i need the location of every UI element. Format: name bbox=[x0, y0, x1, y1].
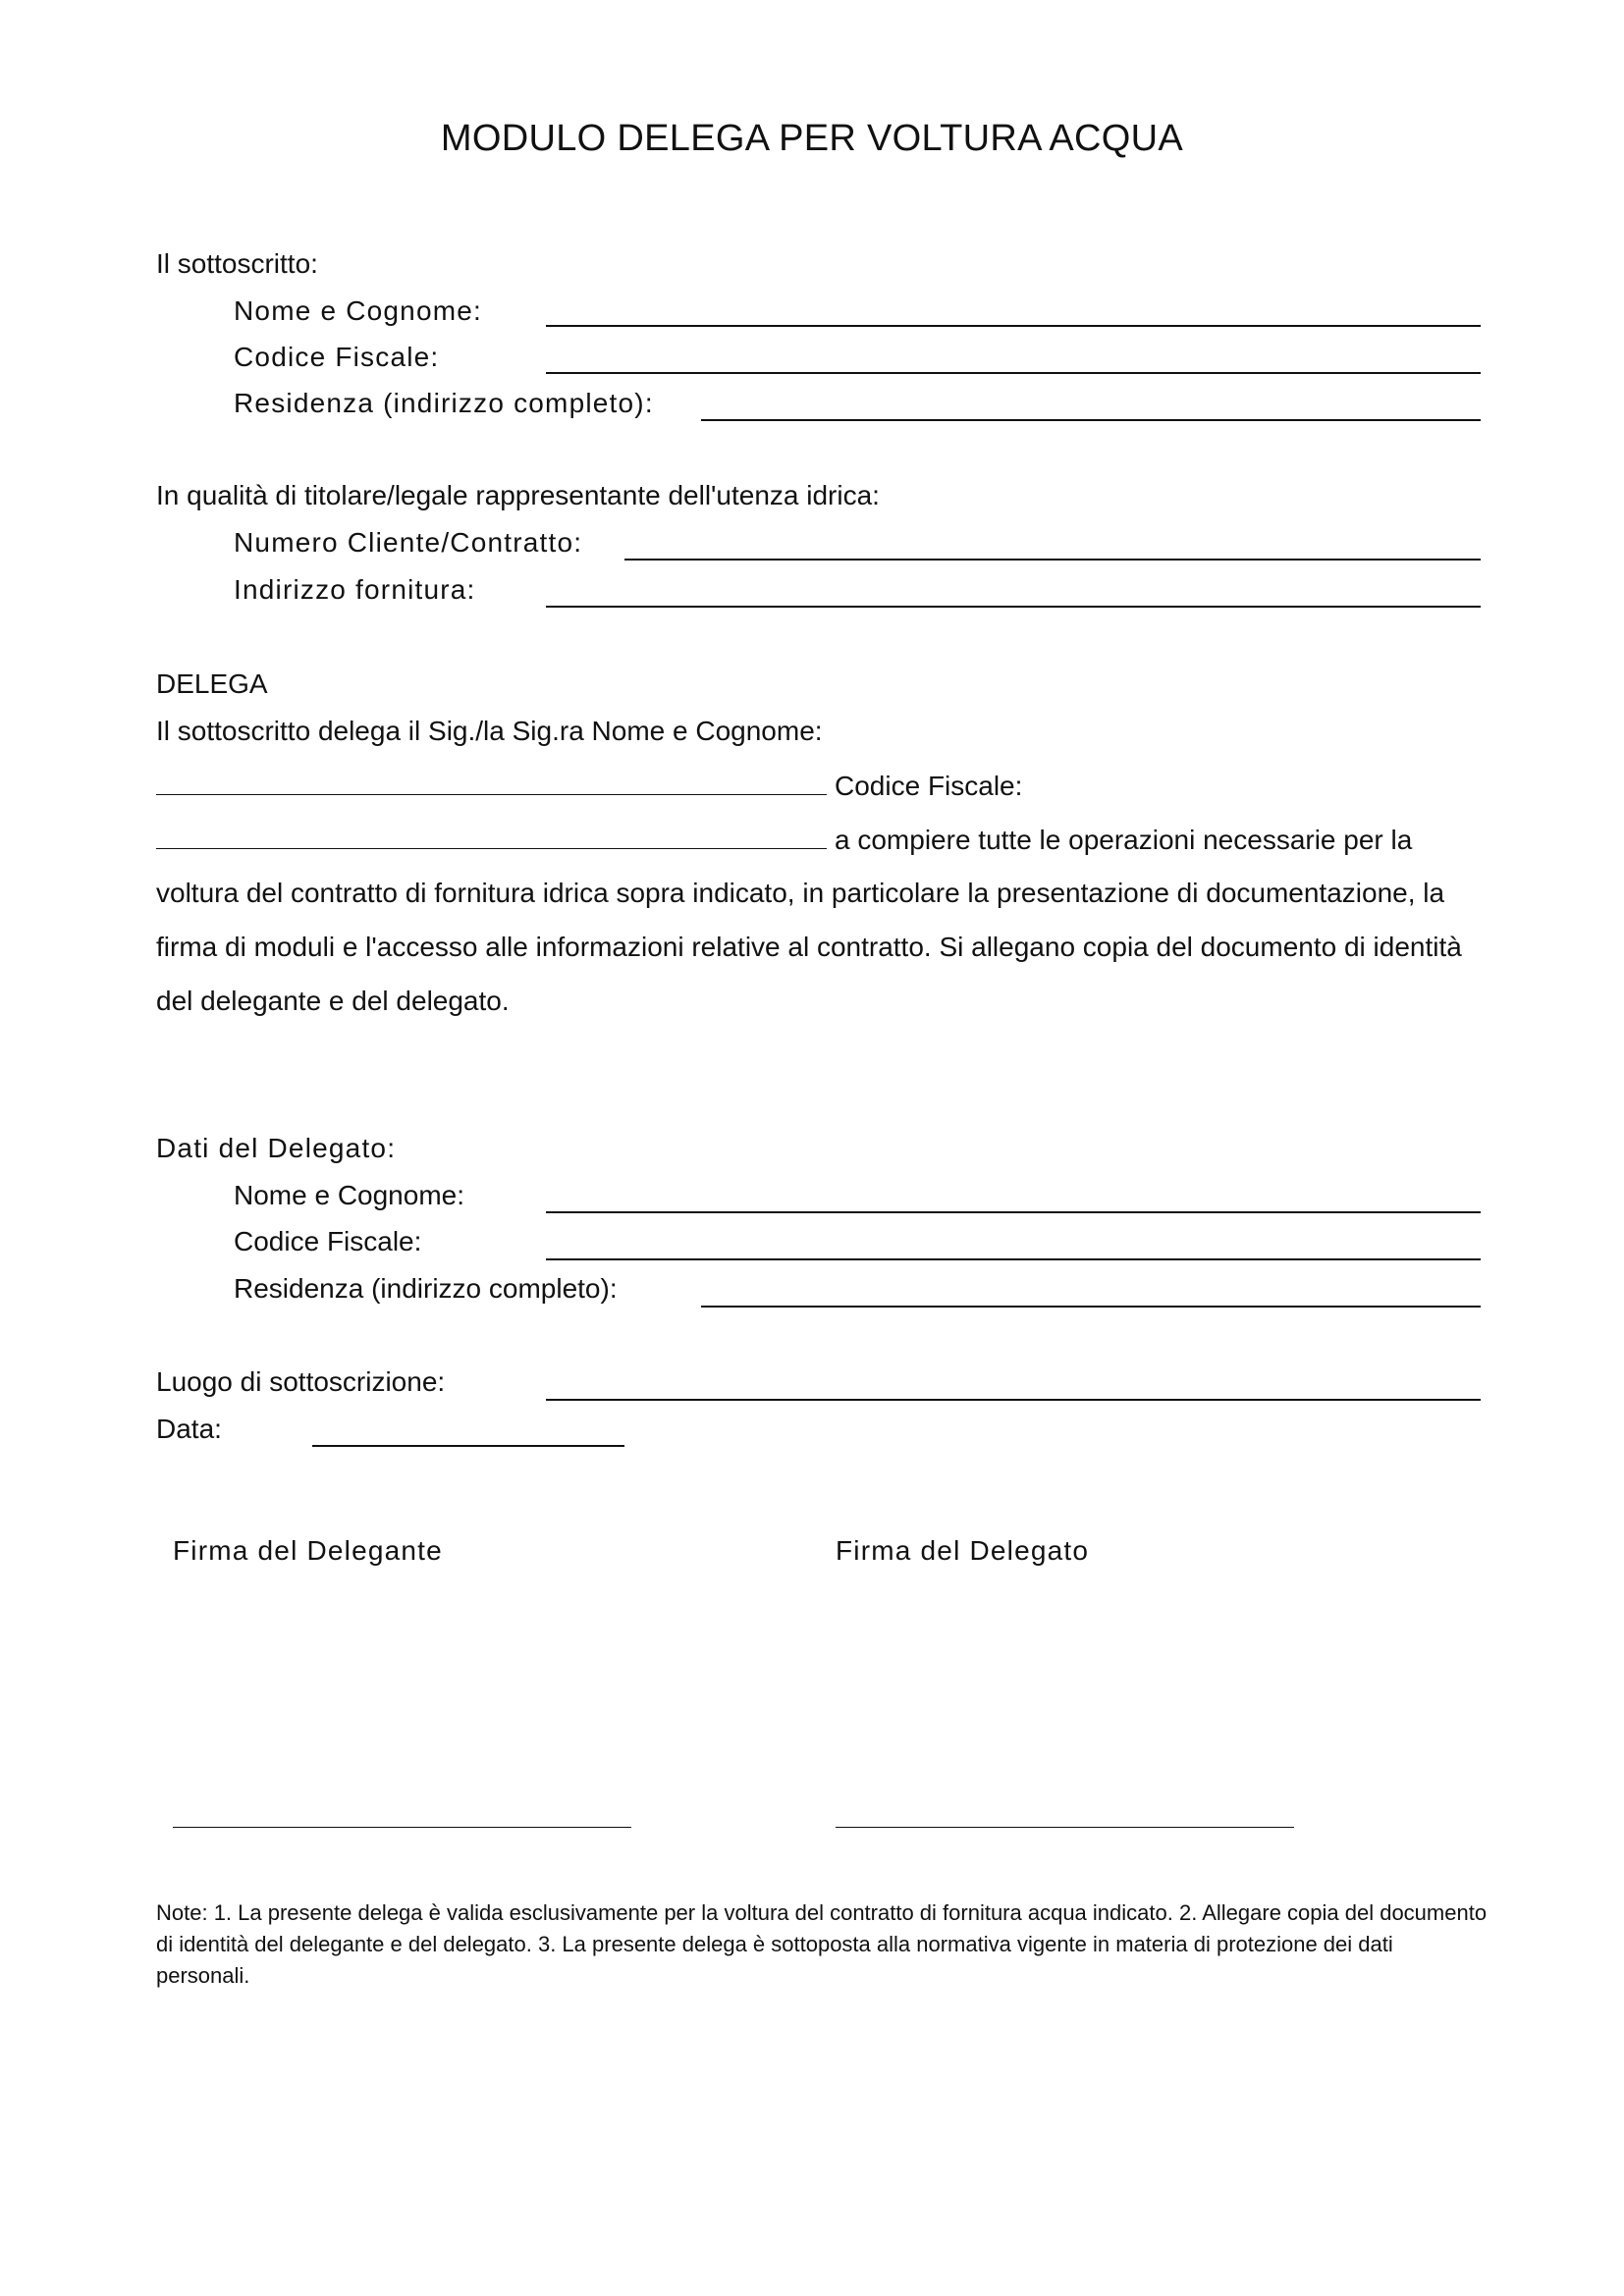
delegato-residenza-label: Residenza (indirizzo completo): bbox=[234, 1273, 618, 1304]
qualita-heading: In qualità di titolare/legale rappresentante dell'utenza idrica: bbox=[156, 480, 880, 510]
data-label: Data: bbox=[156, 1414, 222, 1444]
firma-delegato-label: Firma del Delegato bbox=[836, 1535, 1090, 1566]
sottoscritto-heading: Il sottoscritto: bbox=[156, 248, 318, 279]
firma-delegante-line[interactable] bbox=[173, 1827, 631, 1828]
delegato-cf-field[interactable] bbox=[546, 1258, 1481, 1260]
delega-text-line-2: firma di moduli e l'accesso alle informazioni relative al contratto. Si allegano copia del documento di identità bbox=[156, 932, 1462, 962]
delega-operazioni-start: a compiere tutte le operazioni necessarie per la bbox=[835, 825, 1413, 855]
delegato-residenza-field[interactable] bbox=[701, 1306, 1481, 1308]
data-field[interactable] bbox=[312, 1445, 624, 1447]
delegato-nome-field[interactable] bbox=[546, 1211, 1481, 1213]
firma-delegante-label: Firma del Delegante bbox=[173, 1535, 443, 1566]
delegato-heading: Dati del Delegato: bbox=[156, 1133, 397, 1163]
numero-cliente-label: Numero Cliente/Contratto: bbox=[234, 527, 583, 558]
sottoscritto-nome-field[interactable] bbox=[546, 325, 1481, 327]
document-title: MODULO DELEGA PER VOLTURA ACQUA bbox=[440, 118, 1184, 159]
sottoscritto-cf-field[interactable] bbox=[546, 372, 1481, 374]
indirizzo-fornitura-label: Indirizzo fornitura: bbox=[234, 574, 476, 605]
luogo-label: Luogo di sottoscrizione: bbox=[156, 1366, 446, 1397]
sottoscritto-nome-label: Nome e Cognome: bbox=[234, 295, 483, 326]
numero-cliente-field[interactable] bbox=[624, 559, 1481, 561]
sottoscritto-cf-label: Codice Fiscale: bbox=[234, 342, 440, 372]
sottoscritto-residenza-label: Residenza (indirizzo completo): bbox=[234, 388, 654, 418]
firma-delegato-line[interactable] bbox=[836, 1827, 1294, 1828]
delegato-cf-label: Codice Fiscale: bbox=[234, 1226, 422, 1256]
delega-cf-row bbox=[156, 769, 1022, 803]
delega-operazioni-row bbox=[156, 823, 1412, 857]
delegato-cf-blank[interactable] bbox=[156, 823, 827, 849]
delegato-nome-label: Nome e Cognome: bbox=[234, 1180, 465, 1210]
delega-cf-label: Codice Fiscale: bbox=[835, 771, 1023, 801]
sottoscritto-residenza-field[interactable] bbox=[701, 419, 1481, 421]
delega-text-line-1: voltura del contratto di fornitura idrica sopra indicato, in particolare la presentazione di documentazione, la bbox=[156, 878, 1445, 908]
delega-text-line-3: del delegante e del delegato. bbox=[156, 986, 510, 1016]
indirizzo-fornitura-field[interactable] bbox=[546, 606, 1481, 608]
notes: Note: 1. La presente delega è valida esclusivamente per la voltura del contratto di fornitura acqua indicato. 2. Allegare copia del documento di identità del delegante e del delegato. 3. La presente delega è sottoposta alla normativa vigente in materia di protezione dei dati personali. bbox=[156, 1900, 1488, 1988]
delega-intro: Il sottoscritto delega il Sig./la Sig.ra Nome e Cognome: bbox=[156, 716, 823, 746]
delegato-nome-blank[interactable] bbox=[156, 769, 827, 795]
delega-heading: DELEGA bbox=[156, 668, 268, 699]
luogo-field[interactable] bbox=[546, 1399, 1481, 1401]
